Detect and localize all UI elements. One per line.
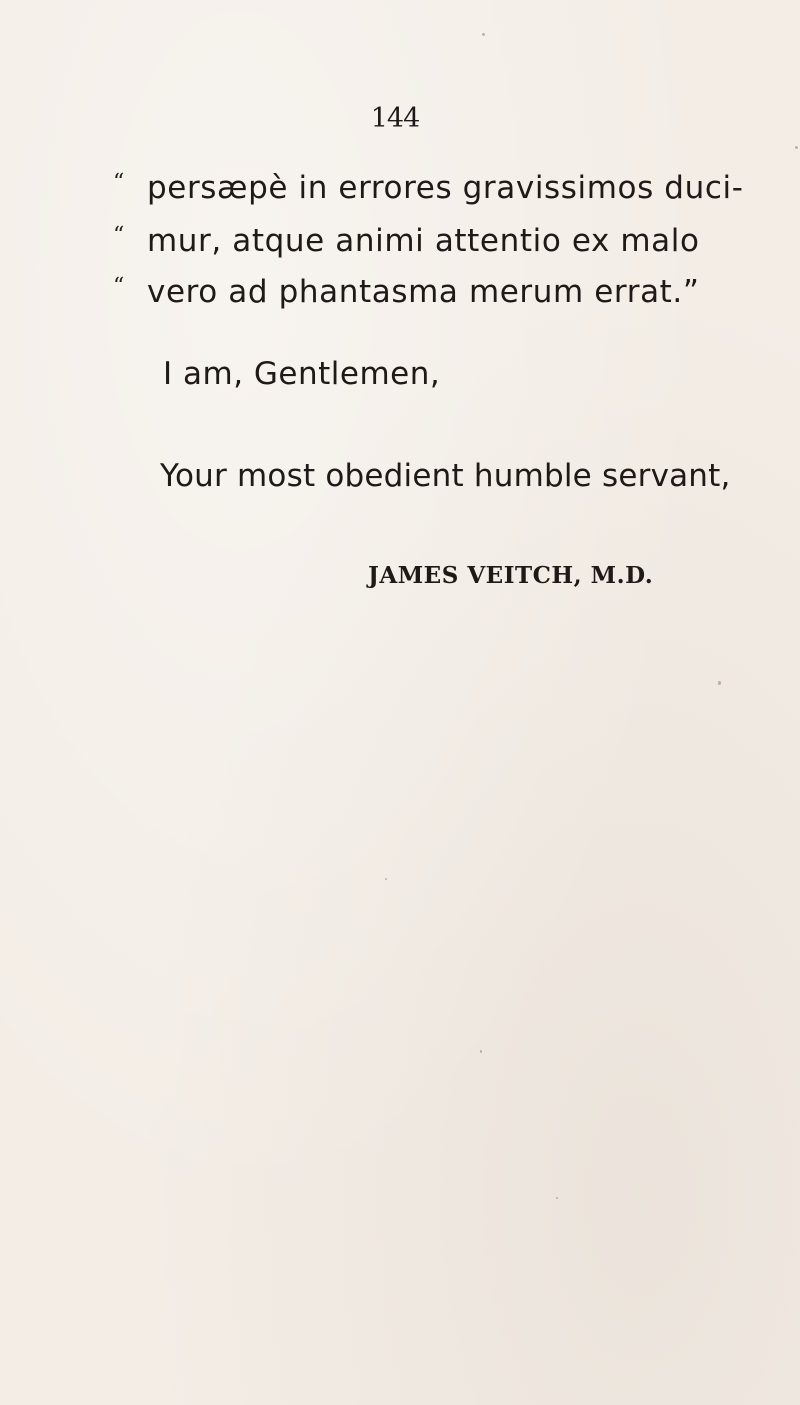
quote-text: vero ad phantasma merum errat.” bbox=[147, 274, 700, 310]
paper-speck bbox=[385, 878, 387, 880]
closing-line: I am, Gentlemen, bbox=[163, 356, 441, 392]
valediction-line: Your most obedient humble servant, bbox=[160, 458, 731, 494]
quote-mark: “ bbox=[113, 223, 125, 248]
paper-speck bbox=[718, 681, 721, 685]
quote-text: mur, atque animi attentio ex malo bbox=[147, 223, 700, 259]
paper-speck bbox=[556, 1197, 558, 1199]
paper-speck bbox=[795, 146, 798, 149]
quote-line-2 bbox=[113, 221, 700, 261]
quote-mark: “ bbox=[113, 170, 125, 195]
page-number: 144 bbox=[370, 103, 420, 134]
paper-speck bbox=[482, 33, 485, 36]
quote-text: persæpè in errores gravissimos duci- bbox=[147, 170, 744, 206]
quote-line-1 bbox=[113, 168, 743, 208]
paper-speck bbox=[480, 1050, 482, 1053]
quote-line-3 bbox=[113, 272, 700, 312]
signature: JAMES VEITCH, M.D. bbox=[368, 562, 654, 589]
quote-mark: “ bbox=[113, 274, 125, 299]
